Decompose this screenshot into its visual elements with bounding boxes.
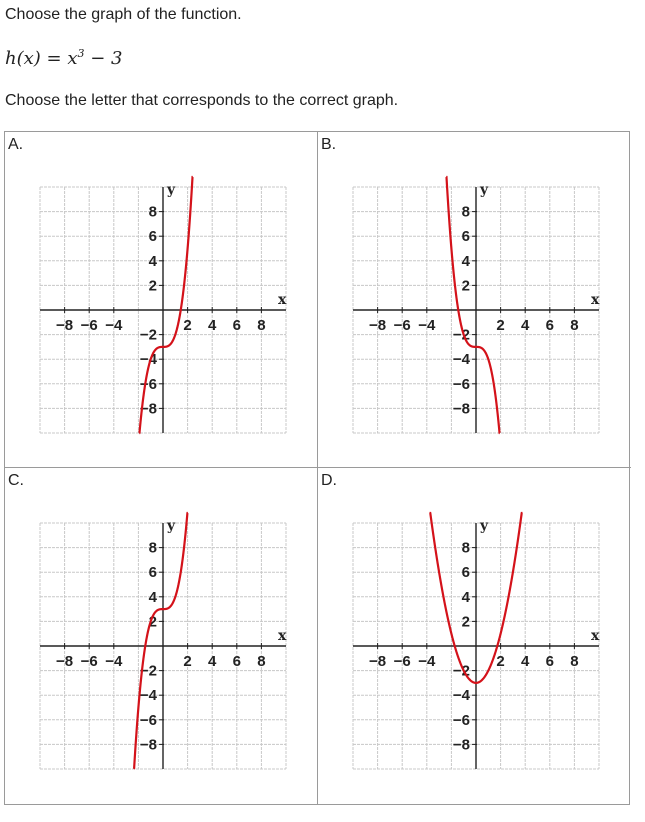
x-tick-label: 2 [183,317,192,334]
y-tick-label: −6 [139,375,157,393]
function-curve [446,177,500,433]
y-tick-label: 8 [148,203,157,221]
x-tick-label: 4 [521,653,530,670]
x-tick-label: 4 [208,653,217,670]
option-c-label: C. [8,472,24,489]
x-tick-label: −8 [369,317,387,334]
x-tick-label: −6 [393,317,411,334]
function-exponent: 3 [77,47,85,60]
y-tick-label: 6 [148,564,157,582]
graph-a [5,132,318,468]
option-a[interactable] [5,132,318,468]
y-tick-label: −6 [452,711,470,729]
x-tick-label: 4 [521,317,530,334]
y-axis-label: y [167,182,176,198]
x-tick-label: 8 [570,317,579,334]
x-tick-label: 6 [545,653,554,670]
y-tick-label: 2 [461,613,470,631]
graph-d [318,468,631,804]
y-tick-label: 8 [148,539,157,557]
y-axis-label: y [480,182,489,198]
x-tick-label: −4 [418,653,436,670]
y-tick-label: −8 [452,400,470,418]
option-c[interactable] [5,468,318,804]
y-axis-label: y [480,518,489,534]
option-d[interactable] [318,468,631,804]
y-tick-label: 8 [461,203,470,221]
y-tick-label: 6 [148,228,157,246]
x-tick-label: 4 [208,317,217,334]
y-tick-label: −8 [139,400,157,418]
y-tick-label: −2 [452,662,470,680]
y-tick-label: 6 [461,564,470,582]
y-tick-label: −4 [452,351,470,369]
x-tick-label: −8 [369,653,387,670]
function-curve [134,513,188,769]
y-tick-label: 2 [148,277,157,295]
x-tick-label: −6 [80,653,98,670]
x-tick-label: 2 [183,653,192,670]
option-b-label: B. [321,136,337,153]
x-tick-label: 2 [496,653,505,670]
x-axis-label: x [278,292,287,308]
function-curve [139,177,193,433]
y-tick-label: 4 [148,588,157,606]
y-tick-label: 4 [461,252,470,270]
x-tick-label: 8 [257,317,266,334]
x-axis-label: x [591,292,600,308]
x-tick-label: 6 [232,317,241,334]
graph-c [5,468,318,804]
y-tick-label: −6 [452,375,470,393]
x-tick-label: 2 [496,317,505,334]
y-tick-label: −2 [452,326,470,344]
y-tick-label: −8 [139,736,157,754]
x-tick-label: −8 [56,653,74,670]
question-prompt: Choose the graph of the function. [5,6,242,23]
y-tick-label: −2 [139,662,157,680]
y-tick-label: 6 [461,228,470,246]
function-lhs: h(x) = x [5,48,78,69]
y-tick-label: −2 [139,326,157,344]
x-tick-label: −4 [418,317,436,334]
x-tick-label: 8 [257,653,266,670]
x-tick-label: −6 [393,653,411,670]
y-tick-label: −4 [139,687,157,705]
question-instruction: Choose the letter that corresponds to the correct graph. [5,92,399,109]
option-b[interactable] [318,132,631,468]
y-tick-label: 2 [148,613,157,631]
x-tick-label: 8 [570,653,579,670]
x-tick-label: 6 [545,317,554,334]
x-tick-label: 6 [232,653,241,670]
option-a-label: A. [8,136,24,153]
answer-options-grid [4,131,630,805]
function-rhs: − 3 [84,48,123,69]
x-axis-label: x [278,628,287,644]
y-tick-label: −6 [139,711,157,729]
function-expression [5,47,122,69]
x-tick-label: −4 [105,653,123,670]
y-tick-label: −4 [452,687,470,705]
option-d-label: D. [321,472,337,489]
x-tick-label: −4 [105,317,123,334]
y-axis-label: y [167,518,176,534]
y-tick-label: 4 [461,588,470,606]
x-tick-label: −8 [56,317,74,334]
y-tick-label: 8 [461,539,470,557]
y-tick-label: −4 [139,351,157,369]
y-tick-label: −8 [452,736,470,754]
x-tick-label: −6 [80,317,98,334]
y-tick-label: 4 [148,252,157,270]
x-axis-label: x [591,628,600,644]
graph-b [318,132,631,468]
y-tick-label: 2 [461,277,470,295]
